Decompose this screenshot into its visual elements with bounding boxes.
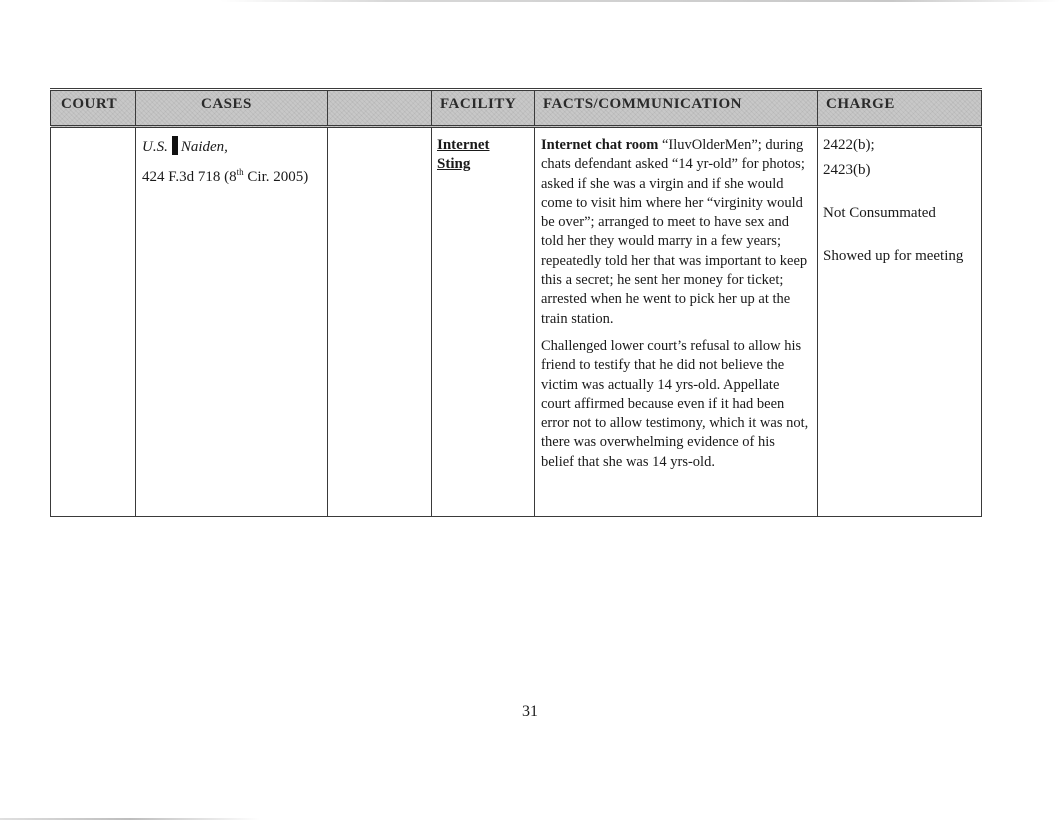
header-court: COURT [51, 90, 136, 127]
charge-1: 2422(b); [823, 137, 875, 153]
charge-3: Not Consummated [823, 205, 936, 221]
facts-paragraph-1 [541, 136, 811, 329]
header-facility: FACILITY [432, 90, 535, 127]
cell-court [51, 127, 136, 517]
facility-line-1: Internet [437, 137, 490, 153]
case-citation: 424 F.3d 718 (8th Cir. 2005) [142, 167, 309, 185]
cell-facts [535, 127, 818, 517]
facility-line-2: Sting [437, 156, 471, 172]
table-header-row [51, 90, 982, 127]
header-facts: FACTS/COMMUNICATION [535, 90, 818, 127]
redaction-mark [172, 136, 178, 155]
header-blank [328, 90, 432, 127]
charge-4: Showed up for meeting [823, 248, 964, 264]
scan-edge-top [220, 0, 1060, 2]
page-number: 31 [522, 703, 538, 720]
cell-facility [432, 127, 535, 517]
scan-edge-bottom [0, 818, 260, 820]
cell-cases [136, 127, 328, 517]
facts-body-1: “IluvOlderMen”; during chats defendant asked “14 yr-old” for photos; asked if she was a virgin and if she would come to visit him where her “virginity would be over”; arranged to meet to have sex and told her they would marry in a few years; repeatedly told her that was important to keep this a secret; he sent her money for ticket; arrested when he went to pick her up at the train station. [541, 137, 808, 327]
case-prefix: U.S. [142, 139, 168, 155]
header-cases: CASES [136, 90, 328, 127]
case-name: Naiden, [180, 139, 228, 155]
cell-charge [818, 127, 982, 517]
case-table [50, 88, 982, 517]
facts-paragraph-2: Challenged lower court’s refusal to allow his friend to testify that he did not believe the victim was actually 14 yrs-old. Appellate court affirmed because even if it had been error not to allow testimony, which it was not, there was overwhelming evidence of his belief that she was 14 yrs-old. [541, 337, 809, 470]
header-charge: CHARGE [818, 90, 982, 127]
cell-blank [328, 127, 432, 517]
table-row [51, 127, 982, 517]
facts-lead: Internet chat room [541, 137, 659, 153]
charge-2: 2423(b) [823, 162, 871, 178]
